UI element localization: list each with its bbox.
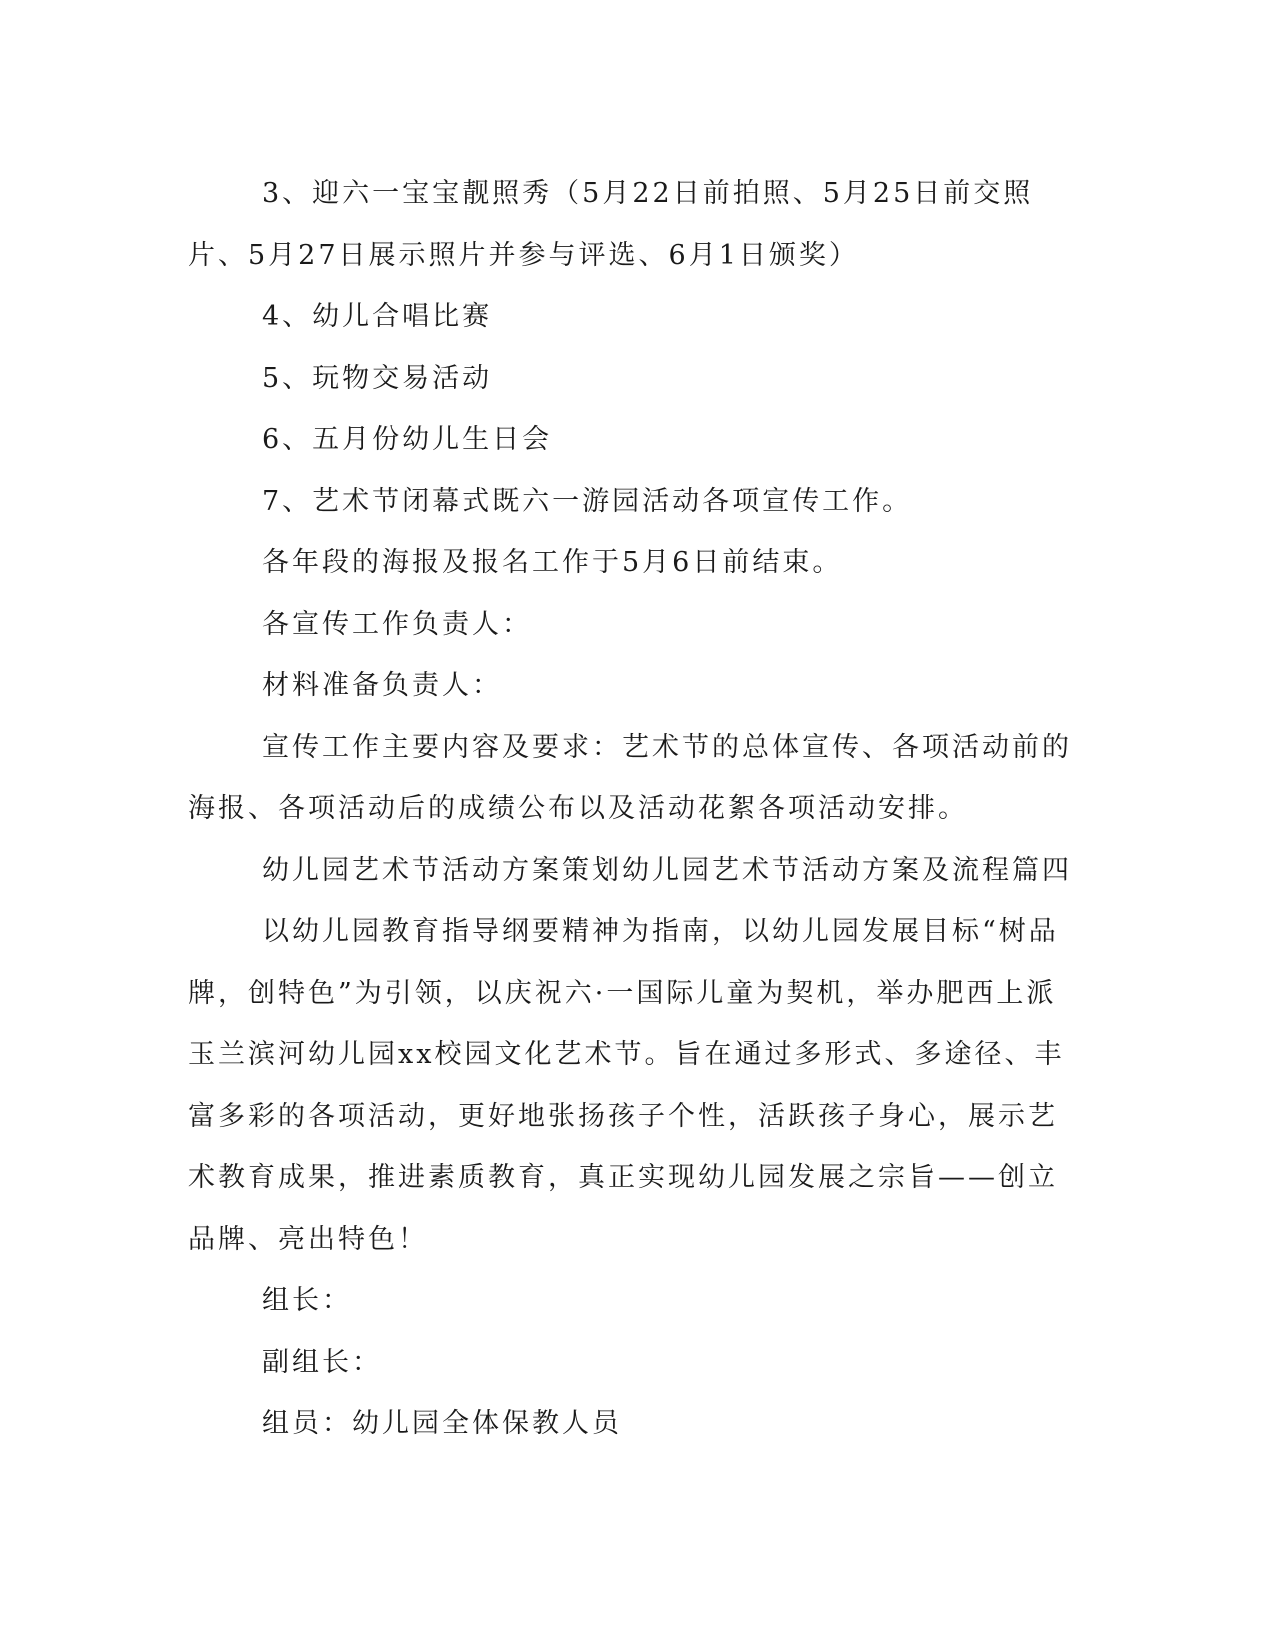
paragraph-members: 组员：幼儿园全体保教人员 bbox=[262, 1408, 622, 1439]
paragraph-choir-contest: 4、幼儿合唱比赛 bbox=[262, 301, 493, 332]
paragraph-deputy-leader: 副组长： bbox=[262, 1346, 382, 1378]
document-body bbox=[188, 163, 1080, 1455]
paragraph-publicity-requirements: 宣传工作主要内容及要求：艺术节的总体宣传、各项活动前的海报、各项活动后的成绩公布以及活动花絮各项活动安排。 bbox=[188, 731, 1072, 824]
paragraph-section-heading: 幼儿园艺术节活动方案策划幼儿园艺术节活动方案及流程篇四 bbox=[262, 854, 1072, 886]
paragraph-publicity-lead: 各宣传工作负责人： bbox=[262, 608, 532, 640]
paragraph-closing-ceremony: 7、艺术节闭幕式既六一游园活动各项宣传工作。 bbox=[262, 485, 913, 517]
paragraph-poster-deadline: 各年段的海报及报名工作于5月6日前结束。 bbox=[262, 547, 843, 578]
paragraph-toy-exchange: 5、玩物交易活动 bbox=[262, 362, 493, 394]
paragraph-purpose: 以幼儿园教育指导纲要精神为指南，以幼儿园发展目标“树品牌，创特色”为引领，以庆祝六·一国际儿童为契机，举办肥西上派玉兰滨河幼儿园xx校园文化艺术节。旨在通过多形式、多途径、丰富多彩的各项活动，更好地张扬孩子个性，活跃孩子身心，展示艺术教育成果，推进素质教育，真正实现幼儿园发展之宗旨——创立品牌、亮出特色！ bbox=[188, 916, 1065, 1255]
paragraph-photo-show: 3、迎六一宝宝靓照秀（5月22日前拍照、5月25日前交照片、5月27日展示照片并参与评选、6月1日颁奖） bbox=[188, 178, 1034, 271]
paragraph-materials-lead: 材料准备负责人： bbox=[262, 670, 502, 701]
paragraph-group-leader: 组长： bbox=[262, 1285, 352, 1316]
paragraph-birthday-party: 6、五月份幼儿生日会 bbox=[262, 424, 553, 455]
